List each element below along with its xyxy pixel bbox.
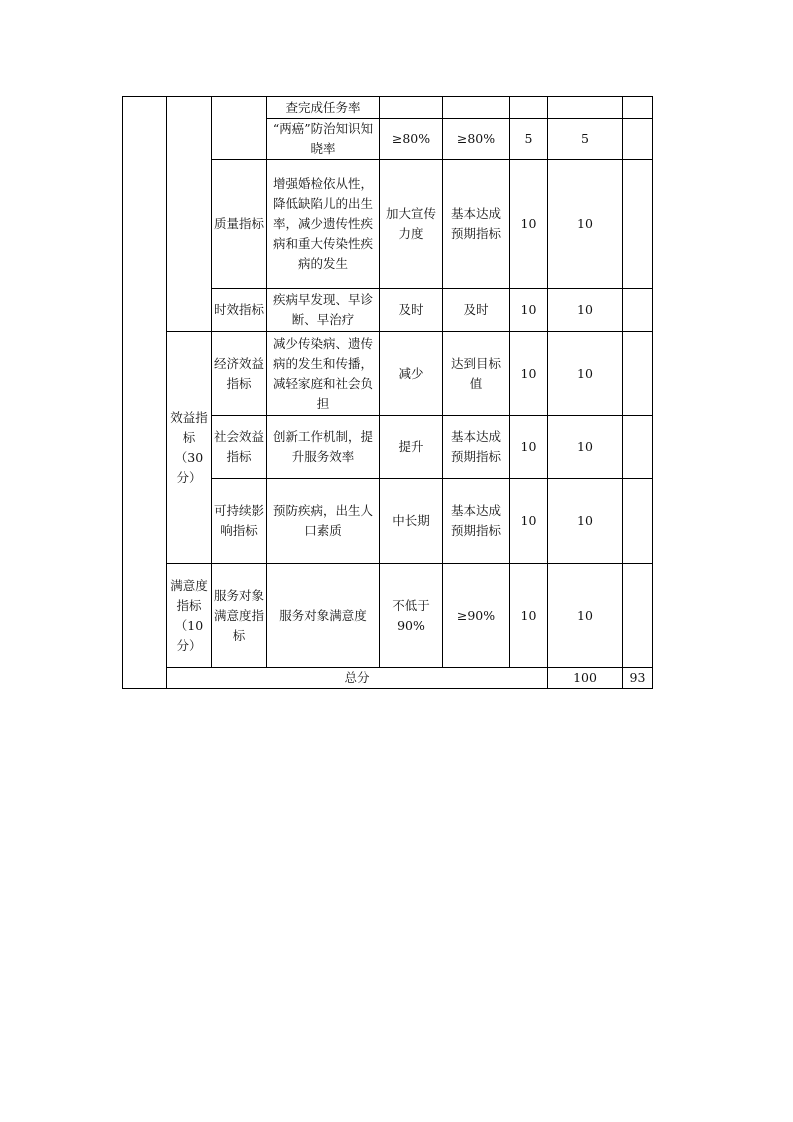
score-cell: 10 (548, 289, 623, 332)
secondary-indicator-cell: 经济效益指标 (212, 332, 267, 416)
target-cell: 减少 (380, 332, 443, 416)
total-score-cell: 93 (623, 668, 653, 689)
secondary-indicator-cell (212, 97, 267, 160)
indicator-cell: 预防疾病，出生人口素质 (267, 479, 380, 564)
secondary-indicator-cell: 社会效益指标 (212, 416, 267, 479)
actual-cell: 达到目标值 (443, 332, 510, 416)
indicator-cell: 查完成任务率 (267, 97, 380, 119)
indicator-cell: 创新工作机制，提升服务效率 (267, 416, 380, 479)
actual-cell: ≥90% (443, 564, 510, 668)
level-1-cell (123, 97, 167, 689)
weight-cell (510, 97, 548, 119)
target-cell: 加大宣传力度 (380, 160, 443, 289)
remark-cell (623, 479, 653, 564)
primary-indicator-cell: 满意度指标（10分） (167, 564, 212, 668)
remark-cell (623, 332, 653, 416)
weight-cell: 10 (510, 564, 548, 668)
score-cell: 5 (548, 119, 623, 160)
actual-cell (443, 97, 510, 119)
actual-cell: ≥80% (443, 119, 510, 160)
score-cell: 10 (548, 564, 623, 668)
table-row (123, 97, 653, 119)
score-cell: 10 (548, 479, 623, 564)
indicator-cell: 服务对象满意度 (267, 564, 380, 668)
target-cell: 中长期 (380, 479, 443, 564)
remark-cell (623, 289, 653, 332)
total-label: 总分 (167, 668, 548, 689)
indicator-cell: 减少传染病、遗传病的发生和传播，减轻家庭和社会负担 (267, 332, 380, 416)
table-row (123, 564, 653, 668)
table-row (123, 332, 653, 416)
actual-cell: 基本达成预期指标 (443, 479, 510, 564)
secondary-indicator-cell: 服务对象满意度指标 (212, 564, 267, 668)
weight-cell: 10 (510, 332, 548, 416)
target-cell: 及时 (380, 289, 443, 332)
remark-cell (623, 160, 653, 289)
total-weight-cell: 100 (548, 668, 623, 689)
weight-cell: 10 (510, 289, 548, 332)
target-cell: 提升 (380, 416, 443, 479)
weight-cell: 10 (510, 479, 548, 564)
primary-indicator-cell (167, 97, 212, 332)
remark-cell (623, 416, 653, 479)
remark-cell (623, 119, 653, 160)
score-cell: 10 (548, 332, 623, 416)
secondary-indicator-cell: 质量指标 (212, 160, 267, 289)
secondary-indicator-cell: 时效指标 (212, 289, 267, 332)
actual-cell: 及时 (443, 289, 510, 332)
target-cell: 不低于90% (380, 564, 443, 668)
actual-cell: 基本达成预期指标 (443, 160, 510, 289)
indicator-cell: 疾病早发现、早诊断、早治疗 (267, 289, 380, 332)
weight-cell: 10 (510, 160, 548, 289)
actual-cell: 基本达成预期指标 (443, 416, 510, 479)
indicator-cell: “两癌”防治知识知晓率 (267, 119, 380, 160)
secondary-indicator-cell: 可持续影响指标 (212, 479, 267, 564)
target-cell (380, 97, 443, 119)
weight-cell: 5 (510, 119, 548, 160)
remark-cell (623, 97, 653, 119)
total-row (123, 668, 653, 689)
primary-indicator-cell: 效益指标（30分） (167, 332, 212, 564)
score-cell: 10 (548, 416, 623, 479)
score-cell: 10 (548, 160, 623, 289)
remark-cell (623, 564, 653, 668)
score-cell (548, 97, 623, 119)
weight-cell: 10 (510, 416, 548, 479)
performance-evaluation-table (122, 96, 653, 689)
target-cell: ≥80% (380, 119, 443, 160)
indicator-cell: 增强婚检依从性，降低缺陷儿的出生率，减少遗传性疾病和重大传染性疾病的发生 (267, 160, 380, 289)
